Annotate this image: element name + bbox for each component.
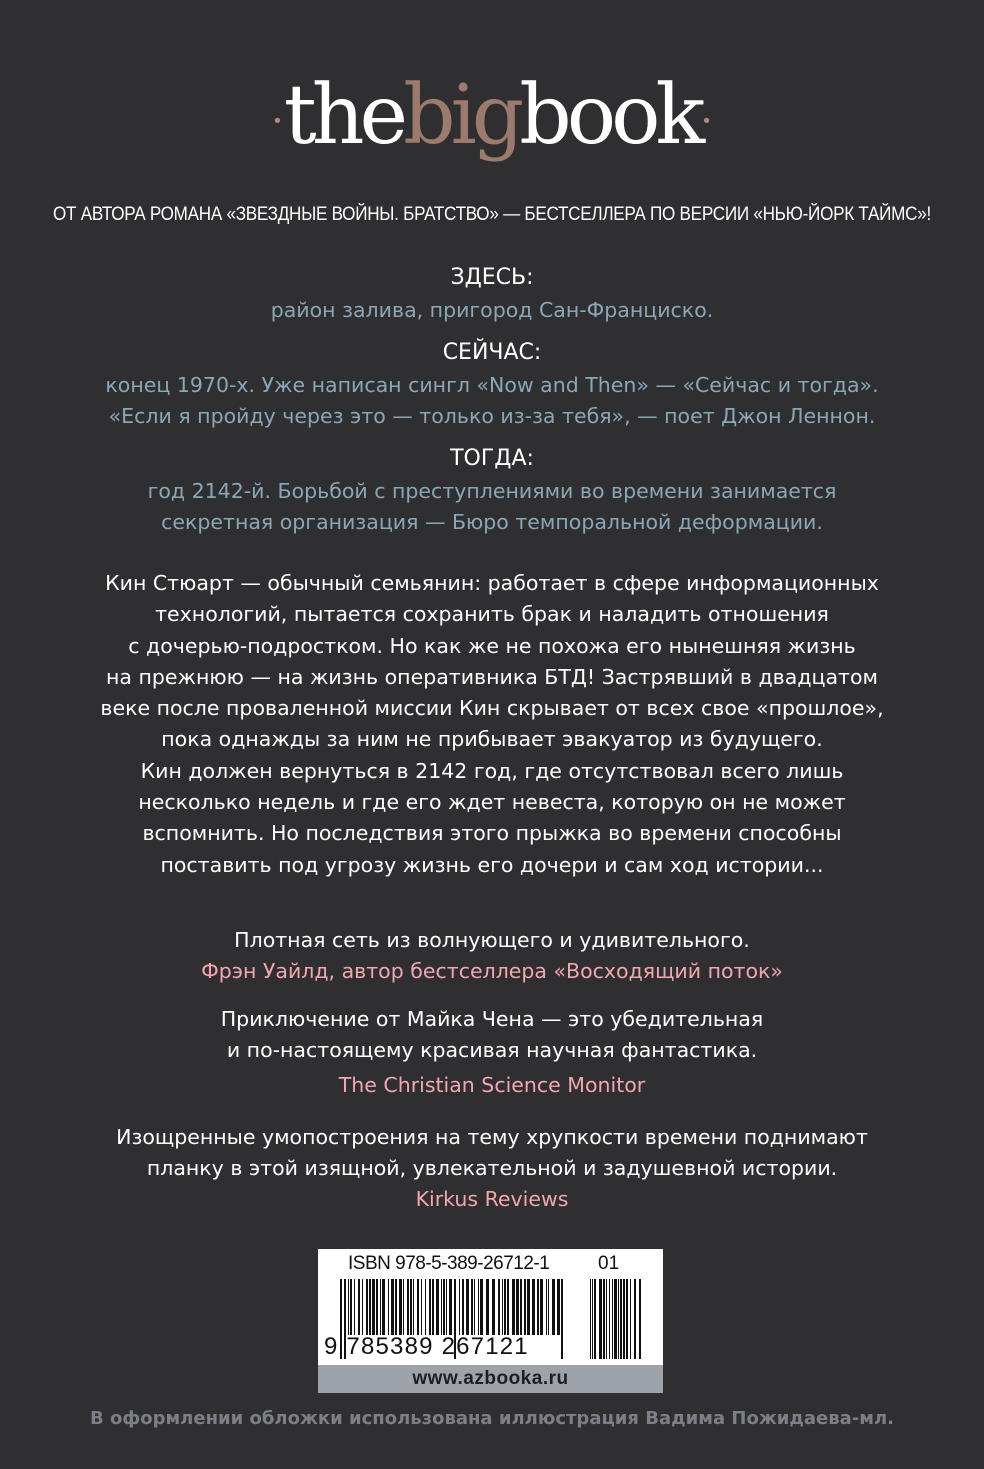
- review-quote: планку в этой изящной, увлекательной и задушевной истории.: [146, 1156, 838, 1180]
- barcode-bar: [557, 1279, 560, 1335]
- synopsis-line: пока однажды за ним не прибывает эвакуатор из будущего.: [161, 727, 823, 752]
- section-now-line: «Если я пройду через это — только из-за тебя», — поет Джон Леннон.: [108, 404, 876, 428]
- barcode-bar: [532, 1279, 535, 1335]
- barcode-bar: [362, 1279, 363, 1335]
- review-quote: Приключение от Майка Чена — это убедительная: [220, 1007, 764, 1031]
- section-here: [0, 263, 984, 326]
- barcode-bar: [350, 1279, 352, 1335]
- barcode-bar: [614, 1279, 617, 1359]
- review-quote: Плотная сеть из волнующего и удивительного.: [234, 928, 750, 952]
- barcode-bar: [480, 1279, 483, 1335]
- barcode-bar: [546, 1279, 547, 1335]
- barcode-bar: [630, 1279, 631, 1359]
- section-then-line: секретная организация — Бюро темпоральной деформации.: [161, 510, 823, 534]
- barcode-bar: [417, 1279, 419, 1335]
- barcode-bar: [634, 1279, 636, 1359]
- barcode-bar: [369, 1279, 371, 1335]
- barcode-bar: [376, 1279, 378, 1335]
- review-quote: и по-настоящему красивая научная фантастика.: [226, 1038, 758, 1062]
- barcode-bar: [432, 1279, 434, 1335]
- barcode-bar: [443, 1279, 445, 1335]
- barcode-bar: [502, 1279, 503, 1335]
- barcode-bar: [537, 1279, 539, 1335]
- barcode-bar: [516, 1279, 519, 1335]
- barcode-bar: [441, 1279, 442, 1335]
- barcode-bar: [372, 1279, 375, 1335]
- section-now-line: конец 1970-х. Уже написан сингл «Now and Then» — «Сейчас и тогда».: [105, 373, 879, 397]
- barcode-bar: [478, 1279, 479, 1335]
- barcode-bar: [429, 1279, 431, 1335]
- barcode-bar: [449, 1279, 452, 1335]
- logo-book: book: [519, 68, 701, 163]
- synopsis-line: несколько недель и где его ждет невеста, которую он не может: [138, 790, 846, 815]
- review-3: [0, 1122, 984, 1215]
- barcode-bar: [527, 1279, 530, 1335]
- logo-big: big: [403, 68, 520, 163]
- synopsis-line: поставить под угрозу жизнь его дочери и сам ход истории...: [160, 852, 824, 877]
- barcode-bar: [540, 1279, 543, 1335]
- barcode-bar: [512, 1279, 515, 1335]
- barcode-bar: [612, 1279, 613, 1359]
- synopsis-line: вспомнить. Но последствия этого прыжка во времени способны: [142, 821, 842, 846]
- barcode-bar: [403, 1279, 404, 1335]
- barcode-bar: [380, 1279, 381, 1335]
- barcode-bar: [471, 1279, 473, 1335]
- barcode-bar: [603, 1279, 605, 1359]
- barcode-bar: [639, 1279, 641, 1359]
- barcode-bar: [446, 1279, 447, 1335]
- section-here-heading: ЗДЕСЬ:: [450, 265, 534, 290]
- review-quote: Изощренные умопостроения на тему хрупкости времени поднимают: [116, 1125, 868, 1149]
- barcode-bar: [504, 1279, 506, 1335]
- barcode-bar: [561, 1279, 563, 1359]
- section-then: [0, 444, 984, 538]
- publisher-logo: [0, 66, 984, 172]
- barcode-bar: [492, 1279, 495, 1335]
- barcode-bar: [421, 1279, 422, 1335]
- barcode-bar: [486, 1279, 489, 1335]
- barcode-bar: [395, 1279, 397, 1335]
- publisher-url: www.azbooka.ru: [318, 1365, 663, 1393]
- barcode-bar: [594, 1279, 596, 1359]
- tagline: ОТ АВТОРА РОМАНА «ЗВЕЗДНЫЕ ВОЙНЫ. БРАТСТВО» — БЕСТСЕЛЛЕРА ПО ВЕРСИИ «НЬЮ-ЙОРК ТАЙМС»!: [53, 204, 931, 225]
- barcode-bar: [382, 1279, 385, 1335]
- barcode-bar: [462, 1279, 464, 1335]
- barcode-bar: [407, 1279, 409, 1335]
- review-2: [0, 1004, 984, 1101]
- barcode-bar: [606, 1279, 607, 1359]
- barcode-bar: [358, 1279, 360, 1335]
- barcode-bar: [592, 1279, 593, 1359]
- synopsis: [0, 568, 984, 881]
- barcode-bar: [410, 1279, 412, 1335]
- barcode-bar: [520, 1279, 522, 1335]
- barcode-bar: [599, 1279, 602, 1359]
- synopsis-line: на прежнюю — на жизнь оперативника БТД! Застрявший в двадцатом: [106, 664, 878, 689]
- barcode-bar: [498, 1279, 500, 1335]
- barcode-bar: [391, 1279, 394, 1335]
- barcode-bar: [552, 1279, 555, 1335]
- barcode-bar: [425, 1279, 426, 1335]
- barcode-bar: [626, 1279, 628, 1359]
- review-source: Kirkus Reviews: [415, 1187, 569, 1211]
- section-then-heading: ТОГДА:: [450, 446, 534, 471]
- isbn-label: ISBN 978-5-389-26712-1: [348, 1253, 550, 1274]
- barcode-bar: [620, 1279, 622, 1359]
- barcode-bar: [436, 1279, 439, 1335]
- barcode-bar: [348, 1279, 349, 1335]
- barcode-digits: 9 785389 267121: [324, 1333, 529, 1360]
- section-then-line: год 2142-й. Борьбой с преступлениями во времени занимается: [147, 479, 837, 503]
- barcode-bar: [548, 1279, 549, 1335]
- review-source: The Christian Science Monitor: [338, 1073, 646, 1097]
- barcode-bar: [466, 1279, 469, 1335]
- synopsis-line: с дочерью-подростком. Но как же не похожа его нынешняя жизнь: [128, 633, 856, 658]
- logo-the: the: [283, 68, 404, 163]
- barcode-bar: [623, 1279, 625, 1359]
- barcode-bar: [413, 1279, 414, 1335]
- barcode-bar: [609, 1279, 610, 1359]
- barcode-bar: [590, 1279, 591, 1359]
- review-1: [0, 925, 984, 987]
- logo-dot-right: ·: [700, 98, 713, 145]
- isbn-addon: 01: [598, 1253, 620, 1274]
- section-now: [0, 338, 984, 432]
- barcode-bar: [354, 1279, 355, 1335]
- synopsis-line: Кин Стюарт — обычный семьянин: работает в сфере информационных: [105, 571, 879, 595]
- barcode: [318, 1249, 663, 1365]
- barcode-bar: [459, 1279, 460, 1335]
- cover-credit: В оформлении обложки использована иллюстрация Вадима Пожидаева-мл.: [90, 1408, 894, 1429]
- section-here-line: район залива, пригород Сан-Франциско.: [270, 298, 714, 322]
- barcode-bar: [507, 1279, 509, 1335]
- synopsis-line: веке после проваленной миссии Кин скрывает от всех свое «прошлое»,: [100, 696, 884, 721]
- barcode-bar: [618, 1279, 619, 1359]
- barcode-bar: [524, 1279, 526, 1335]
- barcode-bar: [474, 1279, 475, 1335]
- section-now-heading: СЕЙЧАС:: [442, 340, 542, 365]
- review-source: Фрэн Уайлд, автор бестселлера «Восходящий поток»: [201, 959, 783, 983]
- synopsis-line: технологий, пытается сохранить брак и наладить отношения: [155, 602, 829, 627]
- logo-dot-left: ·: [271, 98, 284, 145]
- barcode-bar: [388, 1279, 389, 1335]
- synopsis-line: Кин должен вернуться в 2142 год, где отсутствовал всего лишь: [140, 758, 844, 783]
- barcode-bar: [399, 1279, 402, 1335]
- barcode-bar: [366, 1279, 368, 1335]
